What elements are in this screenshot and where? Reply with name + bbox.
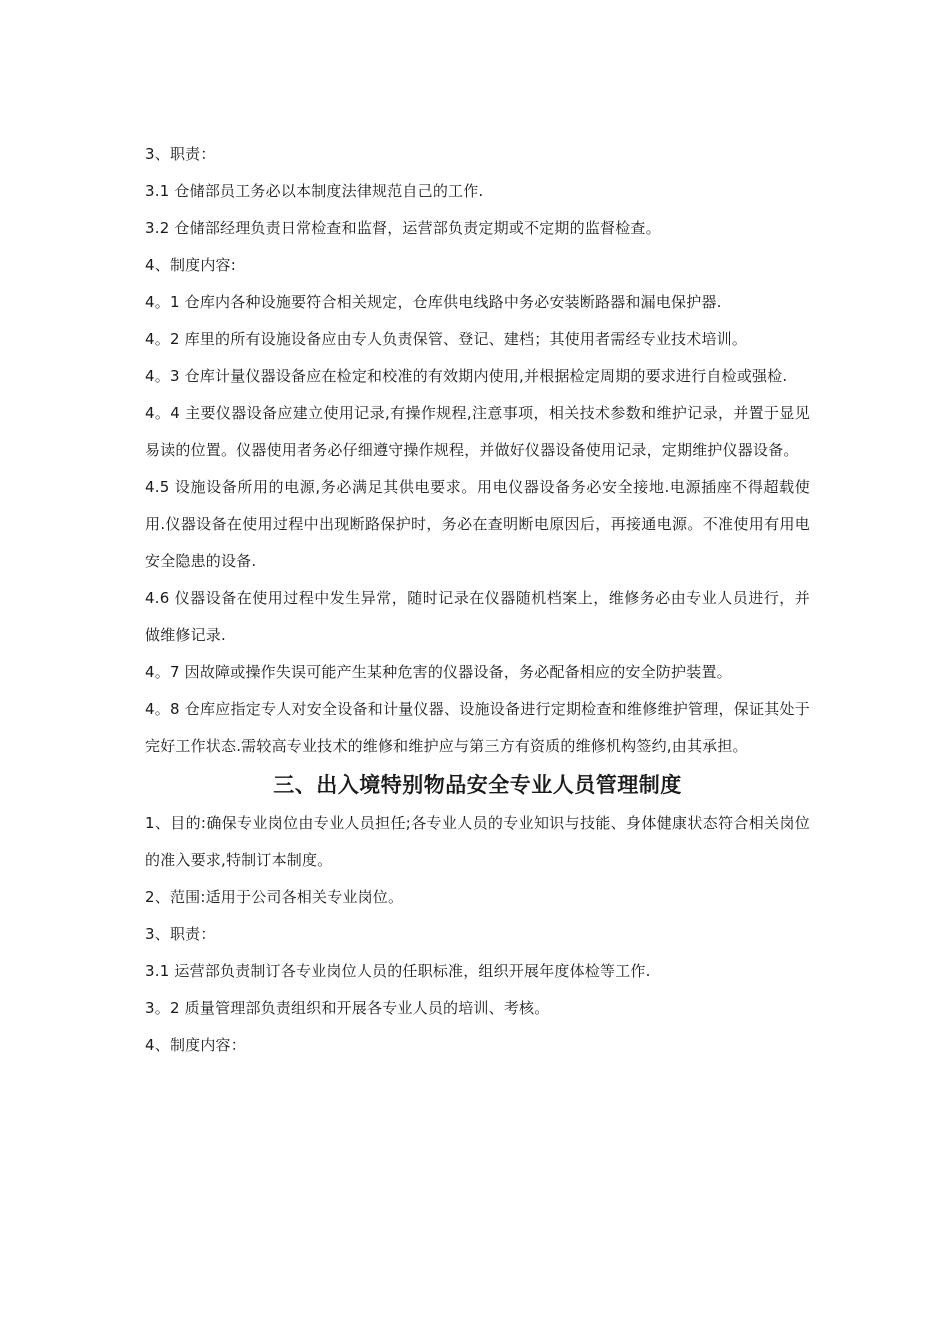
scope: 2、范围:适用于公司各相关专业岗位。 [145,888,404,906]
item-4-3: 4。3 仓库计量仪器设备应在检定和校准的有效期内使用,并根据检定周期的要求进行自检或强检. [145,367,788,385]
duty-3-1: 3.1 仓储部员工务必以本制度法律规范自己的工作. [145,182,484,200]
item-4-5: 4.5 设施设备所用的电源,务必满足其供电要求。用电仪器设备务必安全接地.电源插座不得超载使用.仪器设备在使用过程中出现断路保护时，务必在查明断电原因后，再接通电源。不准使用有用电安全隐患的设备. [145,478,810,570]
item-4-1: 4。1 仓库内各种设施要符合相关规定，仓库供电线路中务必安装断路器和漏电保护器. [145,293,722,311]
section-three-duty-3-2: 3。2 质量管理部负责组织和开展各专业人员的培训、考核。 [145,999,550,1017]
duty-title: 3、职责： [145,145,216,163]
section-three-duty-title: 3、职责： [145,925,216,943]
duty-3-2: 3.2 仓储部经理负责日常检查和监督，运营部负责定期或不定期的监督检查。 [145,219,661,237]
item-4-7: 4。7 因故障或操作失误可能产生某种危害的仪器设备，务必配备相应的安全防护装置。 [145,663,732,681]
purpose: 1、目的:确保专业岗位由专业人员担任;各专业人员的专业知识与技能、身体健康状态符合相关岗位的准入要求,特制订本制度。 [145,814,810,869]
item-4-4: 4。4 主要仪器设备应建立使用记录,有操作规程,注意事项，相关技术参数和维护记录，并置于显见易读的位置。仪器使用者务必仔细遵守操作规程，并做好仪器设备使用记录，定期维护仪器设备。 [145,404,810,459]
section-three-content-title: 4、制度内容： [145,1036,246,1054]
section-three-heading: 三、出入境特别物品安全专业人员管理制度 [273,773,682,797]
content-title: 4、制度内容: [145,256,236,274]
item-4-6: 4.6 仪器设备在使用过程中发生异常，随时记录在仪器随机档案上，维修务必由专业人员进行，并做维修记录. [145,589,810,644]
item-4-2: 4。2 库里的所有设施设备应由专人负责保管、登记、建档；其使用者需经专业技术培训。 [145,330,748,348]
document-page [145,136,810,1064]
section-three-duty-3-1: 3.1 运营部负责制订各专业岗位人员的任职标准，组织开展年度体检等工作. [145,962,651,980]
item-4-8: 4。8 仓库应指定专人对安全设备和计量仪器、设施设备进行定期检查和维修维护管理，保证其处于完好工作状态.需较高专业技术的维修和维护应与第三方有资质的维修机构签约,由其承担。 [145,700,810,755]
